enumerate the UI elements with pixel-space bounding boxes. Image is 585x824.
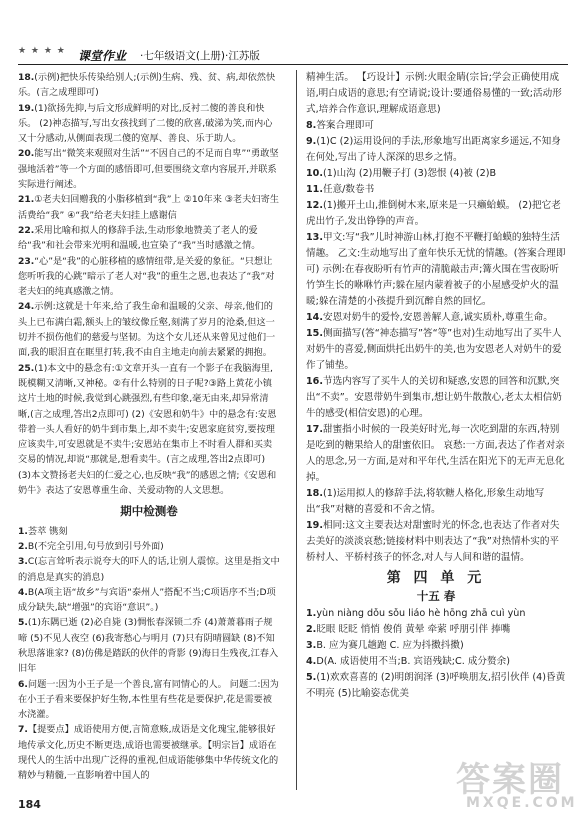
answer-number: 16. xyxy=(306,376,323,387)
answer-text: (1)东隅已逝 (2)必自毙 (3)惆怅春深锁二乔 (4)萧萧暮雨子规啼 (5)不见人夜空 (6)我寄愁心与明月 (7)只有阴晴圆缺 (8)不知秋思落谁家? (8)仿佛是踏跃的伙伴的背影 (9)海日生残夜,江春入旧年 xyxy=(18,617,279,675)
answer-number: 22. xyxy=(18,224,35,236)
answer-text: (1)运用拟人的修辞手法,将软糖人格化,形象生动地写出“我”对糖的喜爱和不舍之情。 xyxy=(306,488,545,515)
answer-number: 6. xyxy=(18,678,28,690)
answer-item xyxy=(306,326,566,374)
answer-text: D(A. 成语使用不当;B. 宾语残缺;C. 成分赘余) xyxy=(316,656,510,667)
answer-text: 答案合理即可 xyxy=(316,120,374,131)
answer-item xyxy=(18,192,280,223)
answer-number: 3. xyxy=(18,556,28,568)
answer-number: 8. xyxy=(306,120,317,131)
answer-number: 4. xyxy=(306,656,317,667)
column-divider xyxy=(296,70,297,790)
answer-number: 1. xyxy=(18,525,28,537)
answer-item xyxy=(306,134,566,166)
answer-number: 4. xyxy=(18,586,28,598)
answer-item xyxy=(18,722,280,783)
answer-item xyxy=(18,70,280,101)
answer-number: 5. xyxy=(306,672,317,683)
answer-text: (示例)把快乐传染给别人;(示例)生病、残、贫、病,却依然快乐。(言之成理即可) xyxy=(18,72,276,99)
answer-text: (1)搬开土山,推倒树木来,原来是一只癞蛤蟆。 (2)把它老虎出竹子,发出铮铮的声音。 xyxy=(306,200,561,227)
answer-text: (1)欲扬先抑,与后文形成鲜明的对比,反衬二傻的善良和快乐。 (2)神态描写,写出女孩找到了二傻的欣喜,破涕为笑,而内心又十分感动,从侧面表现二傻的宽厚、善良、乐于助人。 xyxy=(18,102,273,145)
answer-number: 11. xyxy=(306,184,323,195)
answer-text: B(不完全引用,句号放到引号外面) xyxy=(27,540,164,552)
answer-item xyxy=(18,361,280,499)
answer-item xyxy=(18,677,280,723)
answer-text: (1)欢欢喜喜的 (2)明朗润泽 (3)呼唤朋友,招引伙伴 (4)昏黄不明亮 (5)比喻姿态优美 xyxy=(306,672,566,699)
answer-item xyxy=(306,166,566,182)
answer-number: 19. xyxy=(306,520,323,531)
answer-item xyxy=(18,539,280,554)
answer-text: 能写出“微笑来观照对生活”“不因自己的不足而自卑”“勇敢坚强地活着”等一个方面的感悟即可,但要围绕文章内容展开,并联系实际进行阐述。 xyxy=(18,148,279,191)
answer-item xyxy=(18,146,280,192)
book-subtitle: ·七年级语文(上册)·江苏版 xyxy=(140,50,260,62)
right-column xyxy=(306,70,566,702)
answer-number: 2. xyxy=(18,540,28,552)
answer-item xyxy=(306,422,566,486)
answer-text: 甜蜜指小时候的一段美好时光,每一次吃到甜的东西,特别是吃到的糖果给人的甜蜜依旧。 哀愁:一方面,表达了作者对亲人的思念,另一方面,是对和平年代,生活在阳光下的无声无息化掉。 xyxy=(306,424,565,483)
answer-item xyxy=(306,182,566,198)
answer-number: 13. xyxy=(306,232,323,243)
answer-number: 1. xyxy=(306,608,317,619)
answer-text: B(A项主语“故乡”与宾语“泰州人”搭配不当;C项语序不当;D项成分缺失,缺“增强”的宾语“意识”。) xyxy=(18,586,276,614)
answer-number: 17. xyxy=(306,424,323,435)
answer-item xyxy=(18,554,280,585)
answer-item xyxy=(306,486,566,518)
answer-item xyxy=(306,374,566,422)
answer-number: 23. xyxy=(18,255,35,267)
answer-item xyxy=(18,299,280,360)
answer-text: 荟萃 镌刻 xyxy=(27,525,68,537)
answer-number: 9. xyxy=(306,136,317,147)
stars-decoration: ★ ★ ★ ★ xyxy=(18,46,66,56)
answer-text: 甲文:写“我”儿时神游山林,打抱不平鞭打蛤蟆的独特生活情趣。 乙文:生动地写出了童年快乐无忧的情趣。(答案合理即可) 示例:在春夜盼听有竹声的清脆敲击声;篝火围在雪夜盼听竹笋生长的咻咻竹声;躲在屋内蒙着被子的小屋感受炉火的温暖;躲在清楚的小孩提升到沉醉自然的回忆。 xyxy=(306,232,566,307)
answer-text: 侧面描写(答“神态描写”答“等”也对)生动地写出了买牛人对奶牛的喜爱,侧面烘托出奶牛的美,也为安恩老人对奶牛的爱作了铺垫。 xyxy=(306,328,562,371)
answer-item xyxy=(306,670,566,702)
answer-text: 节选内容写了买牛人的关切和疑惑,安恩的回答和沉默,突出“不卖”。安恩带奶牛到集市,想让奶牛散散心,老太太相信奶牛的感受(相信安恩)的心理。 xyxy=(306,376,562,419)
answer-number: 21. xyxy=(18,194,35,206)
answer-item xyxy=(18,223,280,254)
answer-text: 安恩对奶牛的爱怜,安恩善解人意,诚实质朴,尊重生命。 xyxy=(323,312,553,323)
answer-text: (1)本文中的悬念有:①文章开头一直有一个影子在我脑海里,既模糊又清晰,又神秘。②有什么特别的日子呢?③路上黄花小镇这片土地的时候,我觉到心跳强烈,有些印象,毫无由来,却异常清晰,(言之成理,答出2点即可) (2)《安恩和奶牛》中的悬念有:安恩带着一头人看好的奶牛到市集上,却不卖牛;安恩家庭贫穷,要按理应该卖牛,可安恩就是不卖牛;安恩站在集市上不时看人群和买卖交易的情况,却说“那就是,想看卖牛。(言之成理,答出2点即可) (3)本文赞扬老夫妇的仁爱之心,也反映“我”的感恩之情;《安恩和奶牛》表达了安恩尊重生命、关爱动物的人文思想。 xyxy=(18,362,277,497)
answer-text: 眨眼 眨眨 悄悄 俊俏 黄晕 牵萦 呼朋引伴 捧嘴 xyxy=(316,624,511,635)
answer-item xyxy=(18,101,280,147)
answer-number: 25. xyxy=(18,362,35,374)
answer-text: 问题一:因为小王子是一个善良,富有同情心的人。 问题二:因为在小王子看来要保护好生物,本性里有些花是要保护,花是需要被水浇灌。 xyxy=(18,678,279,721)
answer-number: 18. xyxy=(18,72,35,83)
left-column xyxy=(18,70,280,784)
answer-number: 20. xyxy=(18,148,35,160)
answer-item xyxy=(18,585,280,616)
watermark-url: MXQE.COM xyxy=(466,795,578,811)
answer-item xyxy=(306,518,566,566)
answer-number: 12. xyxy=(306,200,323,211)
answer-number: 2. xyxy=(306,624,317,635)
page-header xyxy=(0,0,585,62)
answer-item xyxy=(18,615,280,676)
answer-number: 15. xyxy=(306,328,323,339)
answer-number: 18. xyxy=(306,488,323,499)
answer-text: 示例:这就是十年来,给了我生命和温暖的父亲、母亲,他们的头上已布满白霜,额头上的皱纹像丘壑,刻满了岁月的沧桑,但这一切并不损伤他们的慈爱与坚韧。为这个女儿还从来曾见过他们一面,我的眼泪直在眶里打转,我不由自主地走向前去紧紧的拥抱。 xyxy=(18,301,276,359)
answer-item xyxy=(306,70,566,118)
page-number: 184 xyxy=(18,798,41,811)
answer-text: (1)山沟 (2)用鞭子打 (3)怨恨 (4)被 (2)B xyxy=(323,168,497,179)
answer-number: 7. xyxy=(18,724,28,736)
answer-text: B. 应为赛几趟跑 C. 应为抖擞抖擞) xyxy=(316,640,464,651)
answer-number: 10. xyxy=(306,168,323,179)
answer-number: 24. xyxy=(18,301,35,313)
answer-text: 采用比喻和拟人的修辞手法,生动形象地赞美了老人的爱给“我”和社会带来光明和温暖,也宣染了“我”当时感激之情。 xyxy=(18,224,261,252)
answer-item xyxy=(306,310,566,326)
answer-text: yùn niàng dǒu sǒu liáo hè hōng zhā cuì yùn xyxy=(316,608,526,619)
answer-number: 5. xyxy=(18,617,28,629)
lesson-title: 十五 春 xyxy=(416,589,456,603)
answer-text: 相同:这文主要表达对甜蜜时光的怀念,也表达了作者对失去美好的淡淡哀愁;链接材料中则表达了“我”对热情朴实的平桥村人、平桥村孩子的怀念,对人与人间和谐的温情。 xyxy=(306,520,560,563)
answer-text: C(忘言耸听表示说夸大的吓人的话,让别人震惊。这里是指文中的消息是真实的消息) xyxy=(18,556,280,583)
answer-text: 任意/数卷书 xyxy=(323,184,375,195)
answer-number: 14. xyxy=(306,312,323,323)
answer-number: 3. xyxy=(306,640,317,651)
unit-title: 第 四 单 元 xyxy=(386,570,486,586)
answer-item xyxy=(306,198,566,230)
answer-text: “心”是“我”的心脏移植的感情纽带,是关爱的象征。“只想让您听听我的心跳”暗示了老人对“我”的重生之恩,也表达了“我”对老夫妇的纯真感激之情。 xyxy=(18,255,275,298)
answer-item xyxy=(306,606,566,622)
answer-item xyxy=(18,254,280,300)
brand-title: 课堂作业 xyxy=(78,49,127,63)
answer-item xyxy=(306,622,566,638)
answer-text: 【提要点】成语使用方便,言简意赅,成语是文化瑰宝,能够很好地传承文化,历史不断更迭,成语也需要被继承。【明宗旨】成语在现代人的生活中出现广泛得的重视,但成语能够集中华传统文化的精妙与精髓,一直影响着中国人的 xyxy=(18,724,279,782)
answer-text: (1)C (2)运用设问的手法,形象地写出距离家乡遥远,不知身在何处,写出了诗人深深的思乡之情。 xyxy=(306,136,561,163)
answer-text: ①老夫妇回赠我的小脂移植到“我”上 ②10年来 ③老夫妇寄生活费给“我” ④“我”给老夫妇挂上感谢信 xyxy=(18,194,279,221)
header-rule xyxy=(18,64,568,65)
answer-number: 19. xyxy=(18,102,35,114)
answer-text: 精神生活。 【巧设计】示例:火眼金睛(宗旨;学会正确使用成语,明白成语的意思;有空请说;设计:要通俗易懂的一致;活动形式,培养合作意识,理解成语意思) xyxy=(306,72,562,115)
answer-item xyxy=(306,230,566,310)
answer-item xyxy=(18,524,280,539)
section-title-midterm: 期中检测卷 xyxy=(120,504,178,519)
answer-item xyxy=(306,118,566,134)
answer-item xyxy=(306,654,566,670)
watermark-logo: 答案圈 xyxy=(456,760,564,800)
answer-item xyxy=(306,638,566,654)
